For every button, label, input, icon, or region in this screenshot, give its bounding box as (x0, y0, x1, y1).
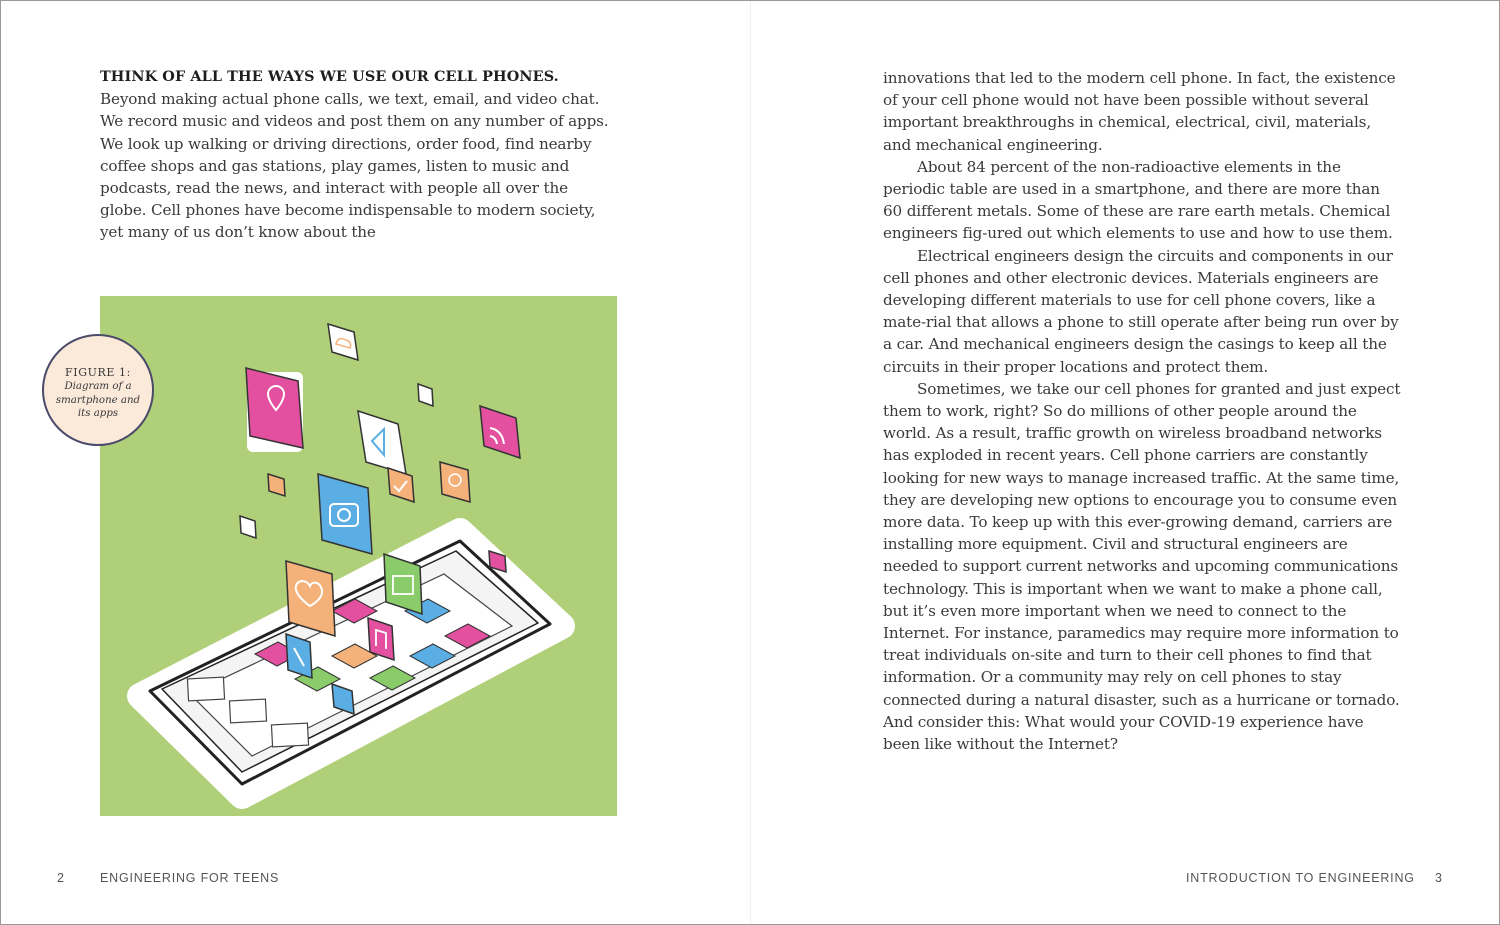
paragraph-2: About 84 percent of the non-radioactive elements in the periodic table are used in a smartphone, and there are more than 60 different metals. Some of these are rare earth metals. Chemical engineers fig-ured out which elements to use and how to use them. (883, 157, 1393, 243)
left-page-text (100, 65, 615, 244)
lightbulb-icon (440, 462, 470, 502)
checkmark-icon (388, 468, 414, 502)
cloud-icon (328, 324, 358, 360)
paragraph-4: Sometimes, we take our cell phones for granted and just expect them to work, right? So do millions of other people around the world. As a result, traffic growth on wireless broadband networks has exploded in recent years. Cell phone carriers are constantly looking for new ways to manage increased traffic. At the same time, they are developing new options to encourage you to consume even more data. To keep up with this ever-growing demand, carriers are installing more equipment. Civil and structural engineers are needed to support current networks and upcoming communications technology. This is important when we want to make a phone call, but it’s even more important when we need to connect to the Internet. For instance, paramedics may require more information to treat individuals on-site and turn to their cell phones to find that information. Or a community may rely on cell phones to stay connected during a natural disaster, such as a hurricane or tornado. And consider this: What would your COVID-19 experience have been like without the Internet? (883, 379, 1401, 754)
intro-paragraph (100, 65, 615, 244)
figure-caption: Diagram of a smartphone and its apps (55, 381, 141, 419)
paragraph-1: innovations that led to the modern cell phone. In fact, the existence of your cell phone would not have been possible without several important breakthroughs in chemical, electrical, civil, materials, and mechanical engineering. (883, 69, 1396, 154)
right-page-number: 3 (1435, 871, 1443, 885)
intro-body: Beyond making actual phone calls, we text, email, and video chat. We record music and videos and post them on any number of apps. We look up walking or driving directions, order food, find nearby coffee shops and gas stations, play games, listen to music and podcasts, read the news, and interact with people all over the globe. Cell phones have become indispensable to modern society, yet many of us don’t know about the (100, 90, 609, 242)
left-page-number: 2 (57, 871, 65, 885)
figure-caption-badge (42, 334, 154, 446)
right-page-text (883, 67, 1403, 755)
speaker-icon (358, 411, 406, 474)
map-pin-icon (246, 368, 303, 452)
right-running-title: INTRODUCTION TO ENGINEERING (1186, 871, 1415, 885)
figure-label: FIGURE 1: (65, 366, 131, 379)
smartphone-illustration (100, 296, 617, 816)
smartphone-illustration-svg (100, 296, 617, 816)
wrench-icon (286, 634, 312, 678)
paragraph-3: Electrical engineers design the circuits and components in our cell phones and other electronic devices. Materials engineers are developing different materials to use for cell phone covers, like a mate-rial that allows a phone to still operate after being run over by a car. And mechanical engineers design the casings to keep all the circuits in their proper locations and protect them. (883, 246, 1399, 376)
wifi-signal-icon (480, 406, 520, 458)
lead-in-text: THINK OF ALL THE WAYS WE USE OUR CELL PHONES. (100, 68, 559, 85)
camera-icon (318, 474, 372, 554)
page-gutter (750, 1, 751, 924)
left-running-title: ENGINEERING FOR TEENS (100, 871, 280, 885)
